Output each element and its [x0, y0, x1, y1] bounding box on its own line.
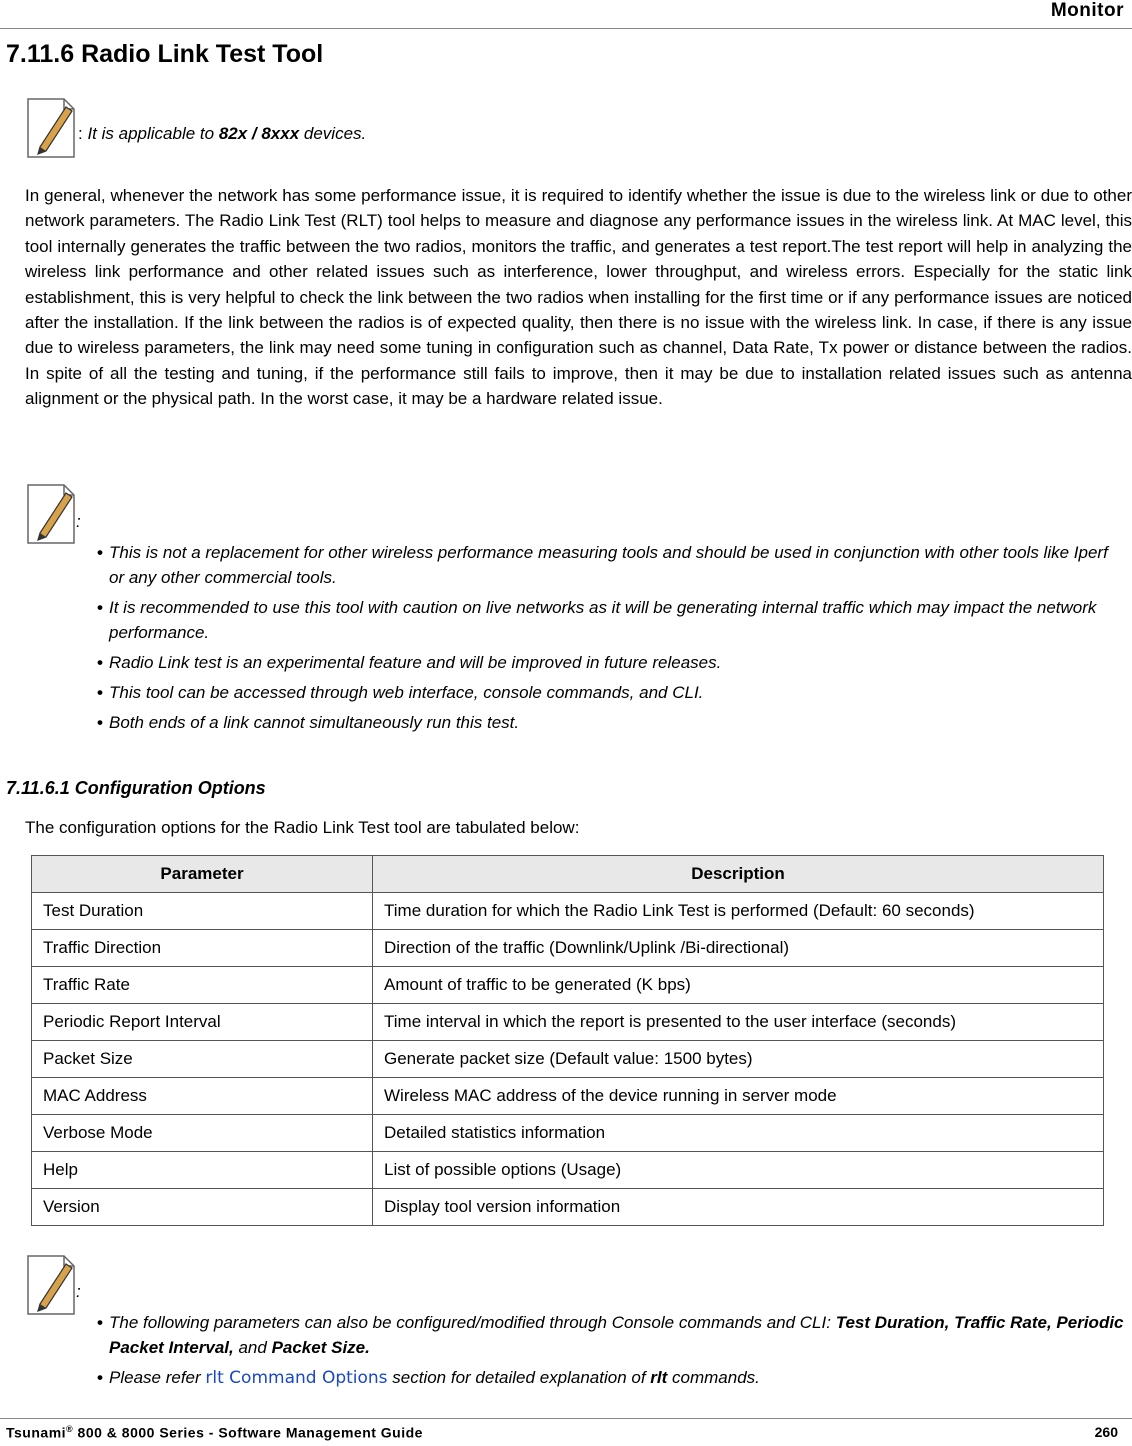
table-row [32, 1152, 1104, 1189]
desc-cell: Detailed statistics information [373, 1115, 1104, 1152]
list-item: • The following parameters can also be configured/modified through Console commands and CLI: Test Duration, Traffic Rate, Periodic Packet Interval, and Packet Size. [97, 1313, 1124, 1357]
table-row [32, 1041, 1104, 1078]
column-header: Description [373, 856, 1104, 893]
param-cell: Help [32, 1152, 373, 1189]
intro-paragraph: In general, whenever the network has some performance issue, it is required to identify whether the issue is due to the wireless link or due to other network parameters. The Radio Link Test (RLT) tool helps to measure and diagnose any performance issues in the wireless link. At MAC level, this tool internally generates the traffic between the two radios, monitors the traffic, and generates a test report.The test report will help in analyzing the wireless link performance and other related issues such as interference, lower throughput, and wireless errors. Especially for the static link establishment, this is very helpful to check the link between the two radios when installing for the first time or if any performance issues are noticed after the installation. If the link between the radios is of expected quality, then there is no issue with the wireless link. In case, if there is any issue due to wireless parameters, the link may need some tuning in configuration such as channel, Data Rate, Tx power or distance between the radios. In spite of all the testing and tuning, if the performance still fails to improve, then it may be due to installation related issues such as antenna alignment or the physical path. In the worst case, it may be a hardware related issue. [25, 186, 1132, 409]
column-header: Parameter [32, 856, 373, 893]
param-cell: Packet Size [32, 1041, 373, 1078]
note-list [97, 1310, 1127, 1396]
config-options-table [31, 855, 1104, 1226]
param-cell: Traffic Direction [32, 930, 373, 967]
param-cell: Version [32, 1189, 373, 1226]
table-row [32, 1004, 1104, 1041]
table-intro: The configuration options for the Radio Link Test tool are tabulated below: [25, 818, 580, 837]
table-row [32, 1115, 1104, 1152]
table-row [32, 967, 1104, 1004]
desc-cell: Direction of the traffic (Downlink/Uplink /Bi-directional) [373, 930, 1104, 967]
desc-cell: Time interval in which the report is presented to the user interface (seconds) [373, 1004, 1104, 1041]
note-colon: : [76, 1282, 81, 1301]
param-cell: Traffic Rate [32, 967, 373, 1004]
footer-rule [0, 1418, 1132, 1419]
page-number: 260 [1094, 1424, 1118, 1440]
note-pencil-icon [26, 97, 76, 159]
param-cell: Periodic Report Interval [32, 1004, 373, 1041]
table-header-row [32, 856, 1104, 893]
param-cell: MAC Address [32, 1078, 373, 1115]
list-item: • It is recommended to use this tool with caution on live networks as it will be generating internal traffic which may impact the network performance. [97, 598, 1097, 642]
list-item: • Please refer rlt Command Options section for detailed explanation of rlt commands. [97, 1368, 760, 1388]
table-row [32, 1078, 1104, 1115]
table-row [32, 893, 1104, 930]
list-item: • Radio Link test is an experimental feature and will be improved in future releases. [97, 653, 722, 672]
subsection-title: 7.11.6.1 Configuration Options [6, 778, 266, 798]
desc-cell: Wireless MAC address of the device running in server mode [373, 1078, 1104, 1115]
note-pencil-icon [26, 1254, 76, 1316]
header-rule [0, 28, 1132, 29]
list-item: • This tool can be accessed through web interface, console commands, and CLI. [97, 683, 704, 702]
desc-cell: Time duration for which the Radio Link Test is performed (Default: 60 seconds) [373, 893, 1104, 930]
table-row [32, 930, 1104, 967]
note-applicable: : It is applicable to 82x / 8xxx devices. [78, 124, 367, 143]
table-row [32, 1189, 1104, 1226]
note-colon: : [76, 512, 81, 531]
rlt-command-options-link[interactable]: rlt Command Options [205, 1368, 388, 1388]
list-item: • Both ends of a link cannot simultaneously run this test. [97, 713, 520, 732]
list-item: • This is not a replacement for other wireless performance measuring tools and should be used in conjunction with other tools like Iperf or any other commercial tools. [97, 543, 1108, 587]
param-cell: Verbose Mode [32, 1115, 373, 1152]
section-title: 7.11.6 Radio Link Test Tool [6, 40, 324, 68]
param-cell: Test Duration [32, 893, 373, 930]
page-header-title: Monitor [1050, 0, 1124, 21]
desc-cell: Display tool version information [373, 1189, 1104, 1226]
desc-cell: List of possible options (Usage) [373, 1152, 1104, 1189]
desc-cell: Amount of traffic to be generated (K bps) [373, 967, 1104, 1004]
desc-cell: Generate packet size (Default value: 1500 bytes) [373, 1041, 1104, 1078]
note-list [97, 540, 1127, 740]
note-pencil-icon [26, 483, 76, 545]
footer-title: Tsunami® 800 & 8000 Series - Software Management Guide [6, 1424, 423, 1441]
